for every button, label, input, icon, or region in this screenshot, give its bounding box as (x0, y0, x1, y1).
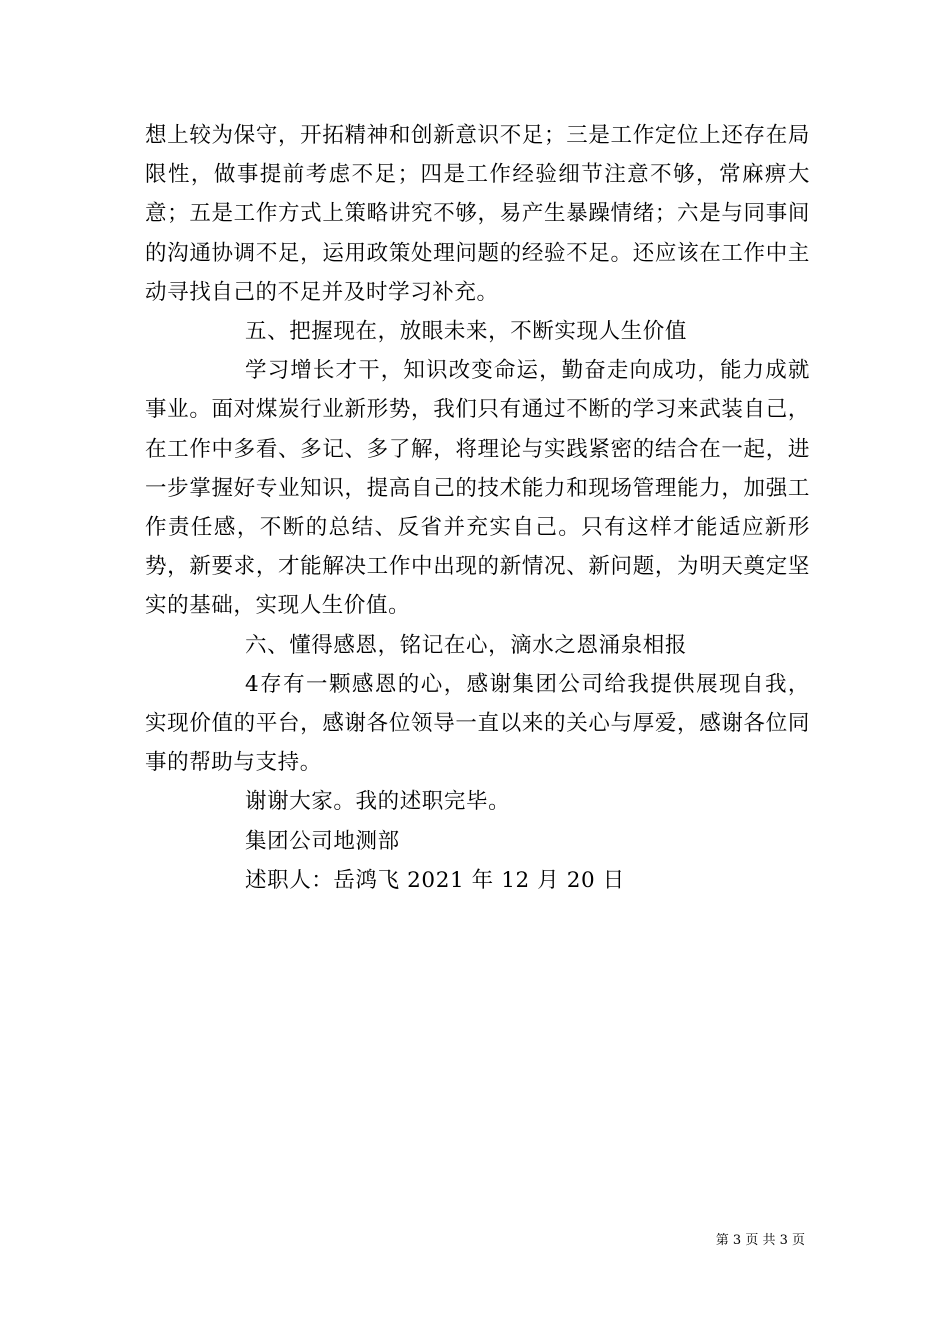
department-name: 集团公司地测部 (245, 828, 400, 854)
paragraph-continuation: 想上较为保守，开拓精神和创新意识不足；三是工作定位上还存在局限性，做事提前考虑不足；四是工作经验细节注意不够，常麻痹大意；五是工作方式上策略讲究不够，易产生暴躁情绪；六是与同事间的沟通协调不足，运用政策处理问题的经验不足。还应该在工作中主动寻找自己的不足并及时学习补充。 (145, 123, 810, 305)
paragraph-gratitude: 4存有一颗感恩的心，感谢集团公司给我提供展现自我，实现价值的平台，感谢各位领导一直以来的关心与厚爱，感谢各位同事的帮助与支持。 (145, 671, 810, 776)
section-heading-six: 六、懂得感恩，铭记在心，滴水之恩涌泉相报 (245, 632, 688, 658)
paragraph-learning: 学习增长才干，知识改变命运，勤奋走向成功，能力成就事业。面对煤炭行业新形势，我们只有通过不断的学习来武装自己，在工作中多看、多记、多了解，将理论与实践紧密的结合在一起，进一步掌握好专业知识，提高自己的技术能力和现场管理能力，加强工作责任感，不断的总结、反省并充实自己。只有这样才能适应新形势，新要求，才能解决工作中出现的新情况、新问题，为明天奠定坚实的基础，实现人生价值。 (145, 358, 810, 619)
page-number: 第 3 页 共 3 页 (715, 1233, 805, 1248)
closing-thanks: 谢谢大家。我的述职完毕。 (245, 789, 511, 815)
document-body (145, 116, 810, 900)
section-heading-five: 五、把握现在，放眼未来，不断实现人生价值 (245, 319, 688, 345)
signature-date: 述职人：岳鸿飞 2021 年 12 月 20 日 (245, 867, 625, 893)
